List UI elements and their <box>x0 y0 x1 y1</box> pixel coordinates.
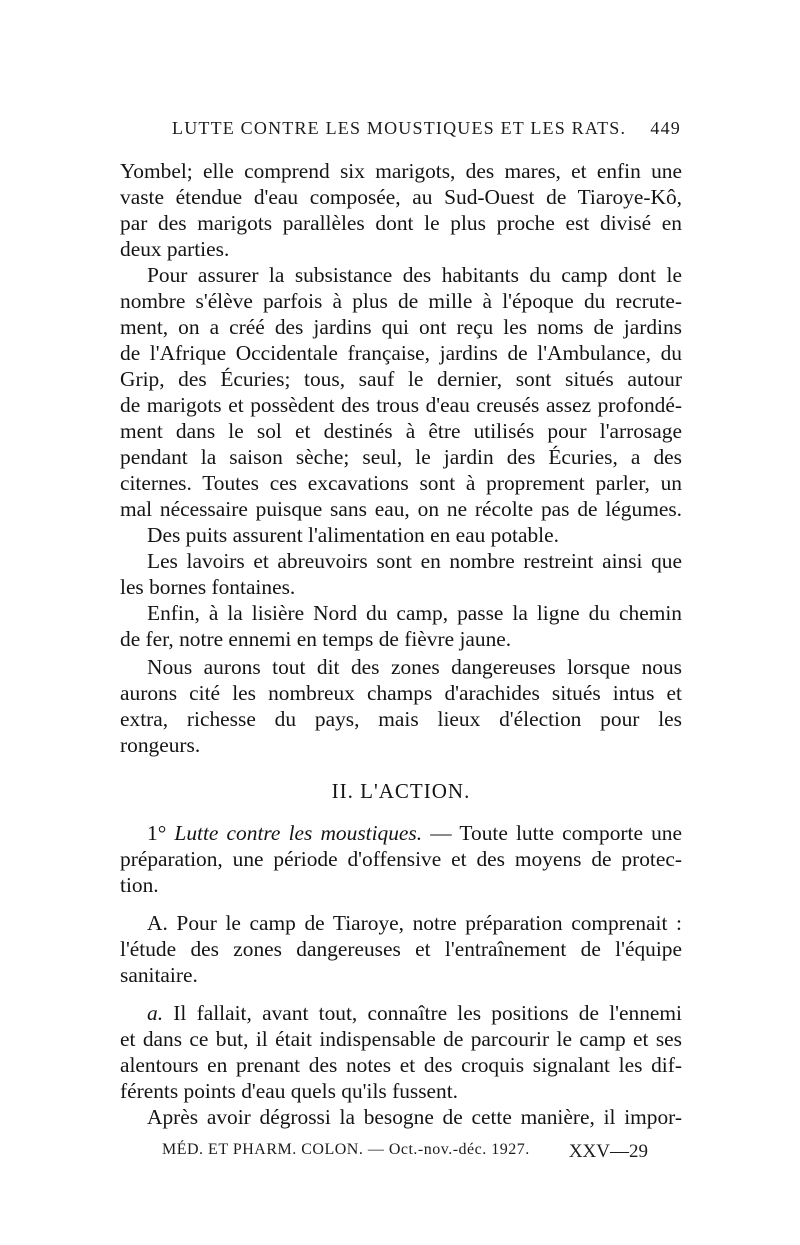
text-line: Enfin, à la lisière Nord du camp, passe la ligne du chemin <box>147 601 682 625</box>
text-line: et dans ce but, il était indispensable de parcourir le camp et ses <box>120 1027 682 1051</box>
text-line: sanitaire. <box>120 963 198 987</box>
text-line: tion. <box>120 873 159 897</box>
text-line: pendant la saison sèche; seul, le jardin des Écuries, a des <box>120 445 682 469</box>
text-line: vaste étendue d'eau composée, au Sud-Ouest de Tiaroye-Kô, <box>120 185 682 209</box>
para-a-first-line <box>147 1000 682 1026</box>
footer-signature: XXV—29 <box>568 1141 648 1162</box>
footer-journal: MÉD. ET PHARM. COLON. — Oct.-nov.-déc. 1927. <box>162 1141 530 1158</box>
text-line: les bornes fontaines. <box>120 575 296 599</box>
text-line: extra, richesse du pays, mais lieux d'élection pour les <box>120 707 682 731</box>
para-a-first-line-rest: Il fallait, avant tout, connaître les positions de l'ennemi <box>173 1001 682 1025</box>
text-line: A. Pour le camp de Tiaroye, notre préparation comprenait : <box>147 911 682 935</box>
section-1-first-line-rest: — Toute lutte comporte une <box>430 821 682 845</box>
text-line: par des marigots parallèles dont le plus proche est divisé en <box>120 211 682 235</box>
page-number: 449 <box>650 118 681 138</box>
text-line: Nous aurons tout dit des zones dangereuses lorsque nous <box>147 655 682 679</box>
text-line: préparation, une période d'offensive et des moyens de protec- <box>120 847 682 871</box>
text-line: citernes. Toutes ces excavations sont à proprement parler, un <box>120 471 682 495</box>
running-head-title: LUTTE CONTRE LES MOUSTIQUES ET LES RATS. <box>172 118 627 138</box>
text-line: l'étude des zones dangereuses et l'entraînement de l'équipe <box>120 937 682 961</box>
text-line: Pour assurer la subsistance des habitants du camp dont le <box>147 263 682 287</box>
text-line: alentours en prenant des notes et des croquis signalant les dif- <box>120 1053 682 1077</box>
text-line: Des puits assurent l'alimentation en eau potable. <box>147 523 559 547</box>
text-line: de l'Afrique Occidentale française, jardins de l'Ambulance, du <box>120 341 682 365</box>
text-line: de fer, notre ennemi en temps de fièvre jaune. <box>120 627 512 651</box>
text-line: ment, on a créé des jardins qui ont reçu les noms de jardins <box>120 315 682 339</box>
text-line: ment dans le sol et destinés à être utilisés pour l'arrosage <box>120 419 682 443</box>
para-a-letter: a. <box>147 1001 164 1025</box>
text-line: deux parties. <box>120 237 230 261</box>
text-line: Les lavoirs et abreuvoirs sont en nombre restreint ainsi que <box>147 549 682 573</box>
text-line: mal nécessaire puisque sans eau, on ne récolte pas de légumes. <box>120 497 682 521</box>
footer <box>162 1141 648 1165</box>
section-heading: II. L'ACTION. <box>331 779 471 803</box>
text-line: Après avoir dégrossi la besogne de cette manière, il impor- <box>147 1105 682 1129</box>
text-line: nombre s'élève parfois à plus de mille à l'époque du recrute- <box>120 289 682 313</box>
section-1-first-line <box>147 820 682 846</box>
text-line: Yombel; elle comprend six marigots, des mares, et enfin une <box>120 159 682 183</box>
text-line: férents points d'eau quels qu'ils fussent. <box>120 1079 459 1103</box>
text-line: rongeurs. <box>120 733 201 757</box>
text-line: de marigots et possèdent des trous d'eau creusés assez profondé- <box>120 393 682 417</box>
section-1-title: Lutte contre les moustiques. <box>174 821 423 845</box>
text-line: Grip, des Écuries; tous, sauf le dernier, sont situés autour <box>120 367 682 391</box>
section-1-number: 1° <box>147 821 167 845</box>
running-head <box>120 118 685 142</box>
text-line: aurons cité les nombreux champs d'arachides situés intus et <box>120 681 682 705</box>
